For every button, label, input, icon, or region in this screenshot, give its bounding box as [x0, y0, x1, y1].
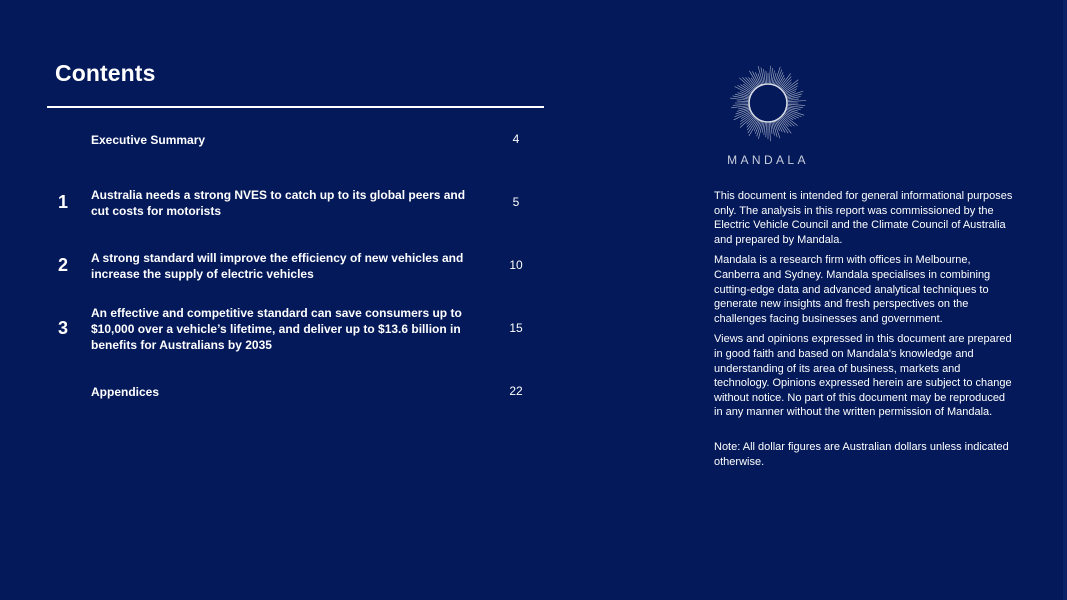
logo-ray	[747, 119, 756, 130]
logo-ray	[764, 123, 766, 135]
toc-item-page: 10	[509, 258, 523, 272]
logo-ray	[769, 66, 770, 83]
logo-ray	[766, 123, 767, 137]
toc-item-title: Executive Summary	[91, 133, 206, 147]
logo-ray	[733, 104, 748, 105]
mandala-wordmark: MANDALA	[727, 153, 809, 167]
logo-ray	[749, 120, 758, 136]
logo-ray	[766, 71, 767, 83]
logo-ray	[788, 104, 805, 105]
toc-item-title: An effective and competitive standard can save consumers up to $10,000 over a vehicle’s lifetime, and deliver up to $13.6 billion in benefits for Australians by 2035	[91, 306, 462, 352]
toc-item-number: 3	[58, 318, 69, 338]
toc-item-number: 1	[58, 192, 69, 212]
toc-item-number: 2	[58, 255, 69, 275]
currency-note: Note: All dollar figures are Australian dollars unless indicated otherwise.	[714, 440, 1009, 468]
disclaimer-paragraph: Views and opinions expressed in this document are prepared in good faith and based on Mandala's knowledge and understanding of its area of business, markets and technology. Opinions expressed herein are subject to change without notice. No part of this document may be reproduced in any manner without the written permission of Mandala.	[714, 333, 1012, 419]
disclaimer-text	[714, 189, 1014, 475]
toc-item-page: 5	[512, 195, 520, 209]
logo-ray	[746, 77, 755, 88]
logo-ray	[782, 117, 791, 126]
logo-ray	[788, 101, 806, 102]
disclaimer-paragraph: Mandala is a research firm with offices in Melbourne, Canberra and Sydney. Mandala specialises in combining cutting-edge data and advanced analytical techniques to generate new insights and fresh perspectives on the challenges facing businesses and government.	[714, 254, 991, 325]
logo-ray	[782, 80, 791, 89]
page-edge-strip	[1063, 0, 1067, 600]
toc-item-page: 4	[512, 132, 520, 146]
title-divider	[47, 106, 544, 108]
toc-item-page: 15	[509, 321, 523, 335]
logo-ray	[788, 99, 799, 100]
toc-item-page: 22	[509, 384, 523, 398]
toc-item-title: A strong standard will improve the efficiency of new vehicles and increase the supply of electric vehicles	[91, 251, 464, 281]
disclaimer-paragraph: This document is intended for general informational purposes only. The analysis in this report was commissioned by the Electric Vehicle Council and the Climate Council of Australia and prepared by Mandala.	[714, 190, 1013, 246]
logo-ray	[737, 101, 748, 102]
toc-item-title: Appendices	[91, 385, 160, 399]
page-title: Contents	[55, 60, 156, 86]
toc-item-title: Australia needs a strong NVES to catch up to its global peers and cut costs for motorists	[91, 188, 466, 218]
logo-ray	[769, 123, 770, 141]
logo-ray	[771, 123, 772, 134]
